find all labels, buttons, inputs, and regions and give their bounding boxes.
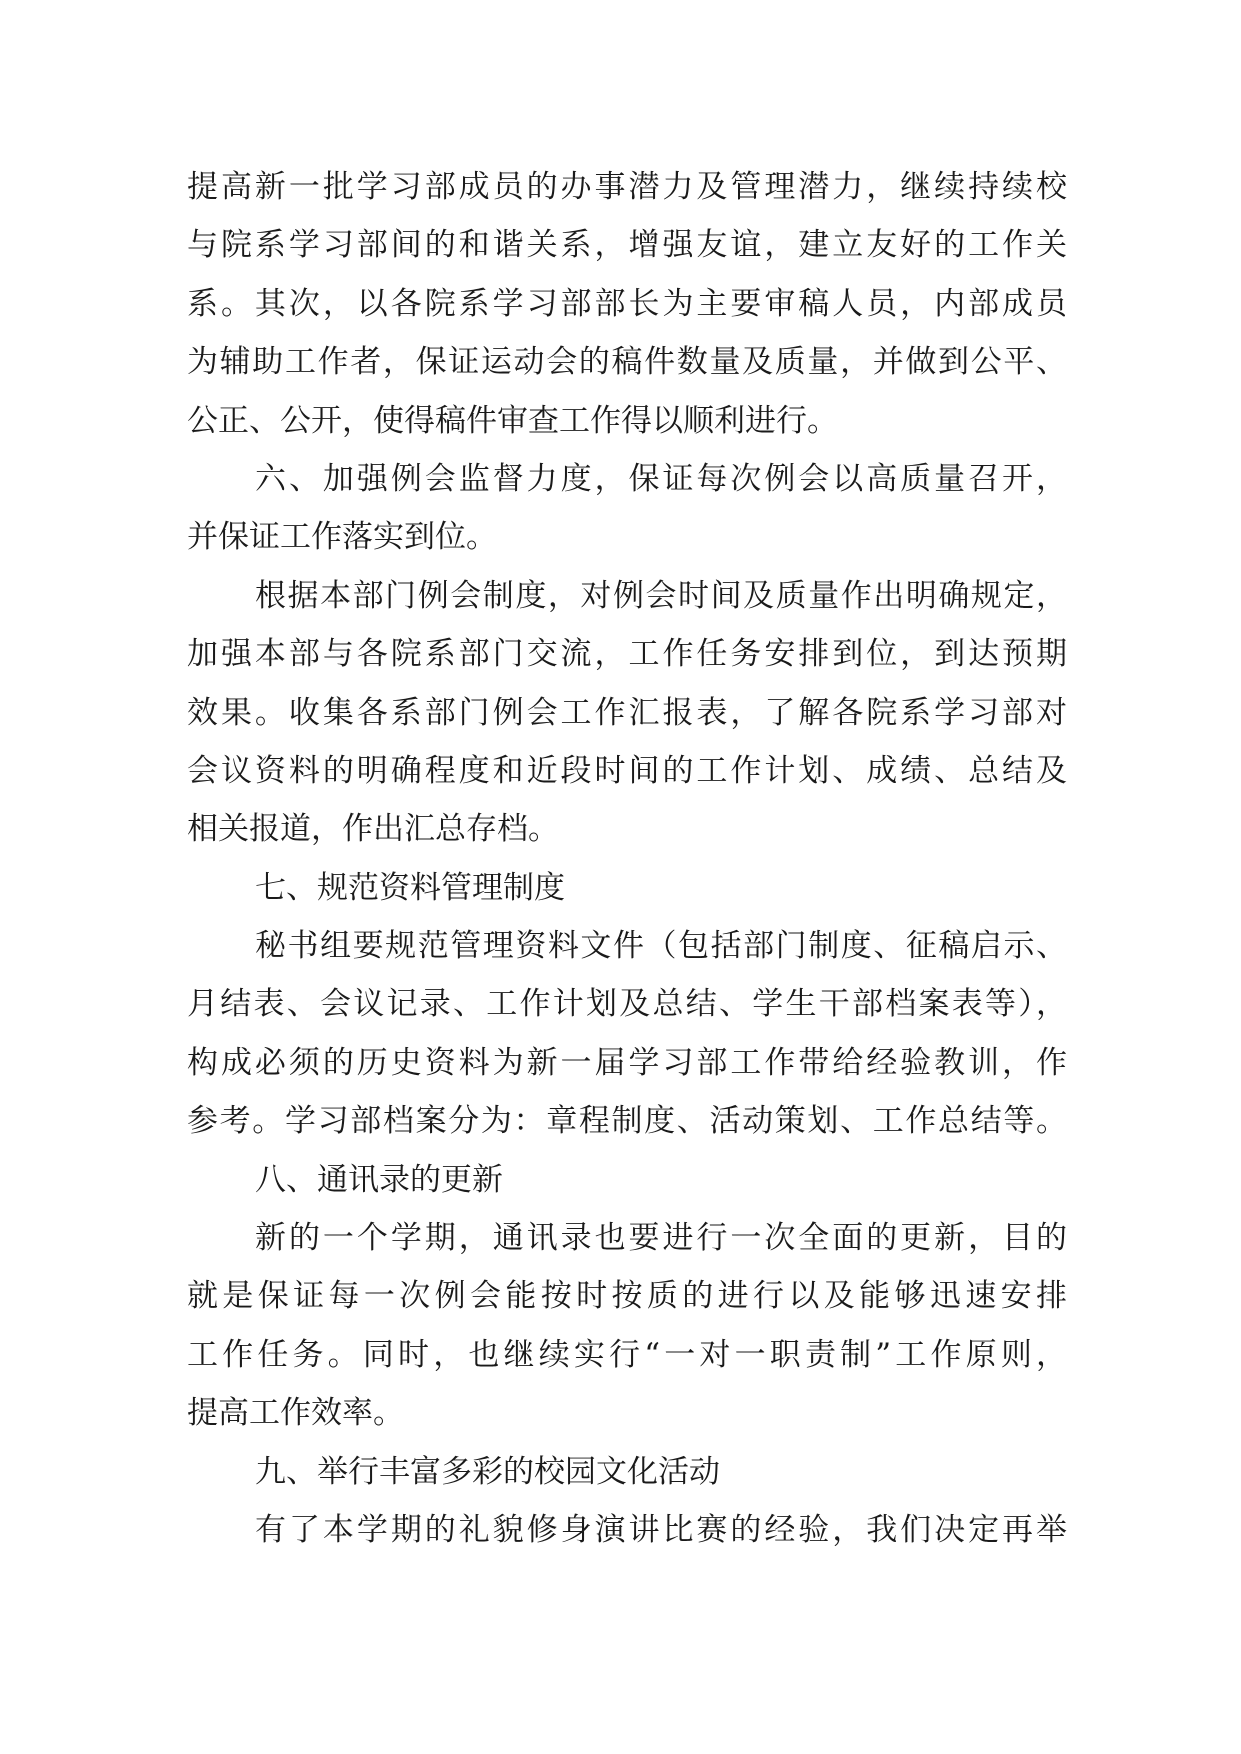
text-line: 秘书组要规范管理资料文件（包括部门制度、征稿启示、 xyxy=(255,928,1067,965)
text-line: 构成必须的历史资料为新一届学习部工作带给经验教训，作 xyxy=(187,1044,1067,1081)
text-line: 效果。收集各系部门例会工作汇报表，了解各院系学习部对 xyxy=(187,694,1067,731)
text-line: 参考。学习部档案分为：章程制度、活动策划、工作总结等。 xyxy=(187,1103,1067,1140)
text-line: 月结表、会议记录、工作计划及总结、学生干部档案表等）， xyxy=(187,986,1067,1023)
text-line: 提高新一批学习部成员的办事潜力及管理潜力，继续持续校 xyxy=(187,169,1067,205)
text-line: 提高工作效率。 xyxy=(187,1395,404,1432)
text-line: 为辅助工作者，保证运动会的稿件数量及质量，并做到公平、 xyxy=(187,344,1067,381)
text-line: 工作任务。同时，也继续实行“一对一职责制”工作原则， xyxy=(187,1336,1067,1373)
text-line: 有了本学期的礼貌修身演讲比赛的经验，我们决定再举 xyxy=(255,1511,1067,1548)
text-line: 会议资料的明确程度和近段时间的工作计划、成绩、总结及 xyxy=(187,752,1067,789)
text-line: 公正、公开，使得稿件审查工作得以顺利进行。 xyxy=(187,402,838,439)
text-line: 就是保证每一次例会能按时按质的进行以及能够迅速安排 xyxy=(187,1278,1067,1315)
text-line: 新的一个学期，通讯录也要进行一次全面的更新，目的 xyxy=(255,1220,1067,1257)
text-line: 加强本部与各院系部门交流，工作任务安排到位，到达预期 xyxy=(187,636,1067,673)
text-line: 根据本部门例会制度，对例会时间及质量作出明确规定， xyxy=(255,577,1067,614)
section-heading-7: 七、规范资料管理制度 xyxy=(255,869,565,906)
text-line: 系。其次，以各院系学习部部长为主要审稿人员，内部成员 xyxy=(187,285,1067,322)
section-heading-9: 九、举行丰富多彩的校园文化活动 xyxy=(255,1453,720,1490)
text-line: 与院系学习部间的和谐关系，增强友谊，建立友好的工作关 xyxy=(187,227,1067,264)
text-line: 并保证工作落实到位。 xyxy=(187,519,497,556)
text-line: 相关报道，作出汇总存档。 xyxy=(187,811,559,848)
section-heading-6: 六、加强例会监督力度，保证每次例会以高质量召开， xyxy=(255,460,1067,497)
section-heading-8: 八、通讯录的更新 xyxy=(255,1161,503,1198)
body-text xyxy=(187,158,1067,1559)
